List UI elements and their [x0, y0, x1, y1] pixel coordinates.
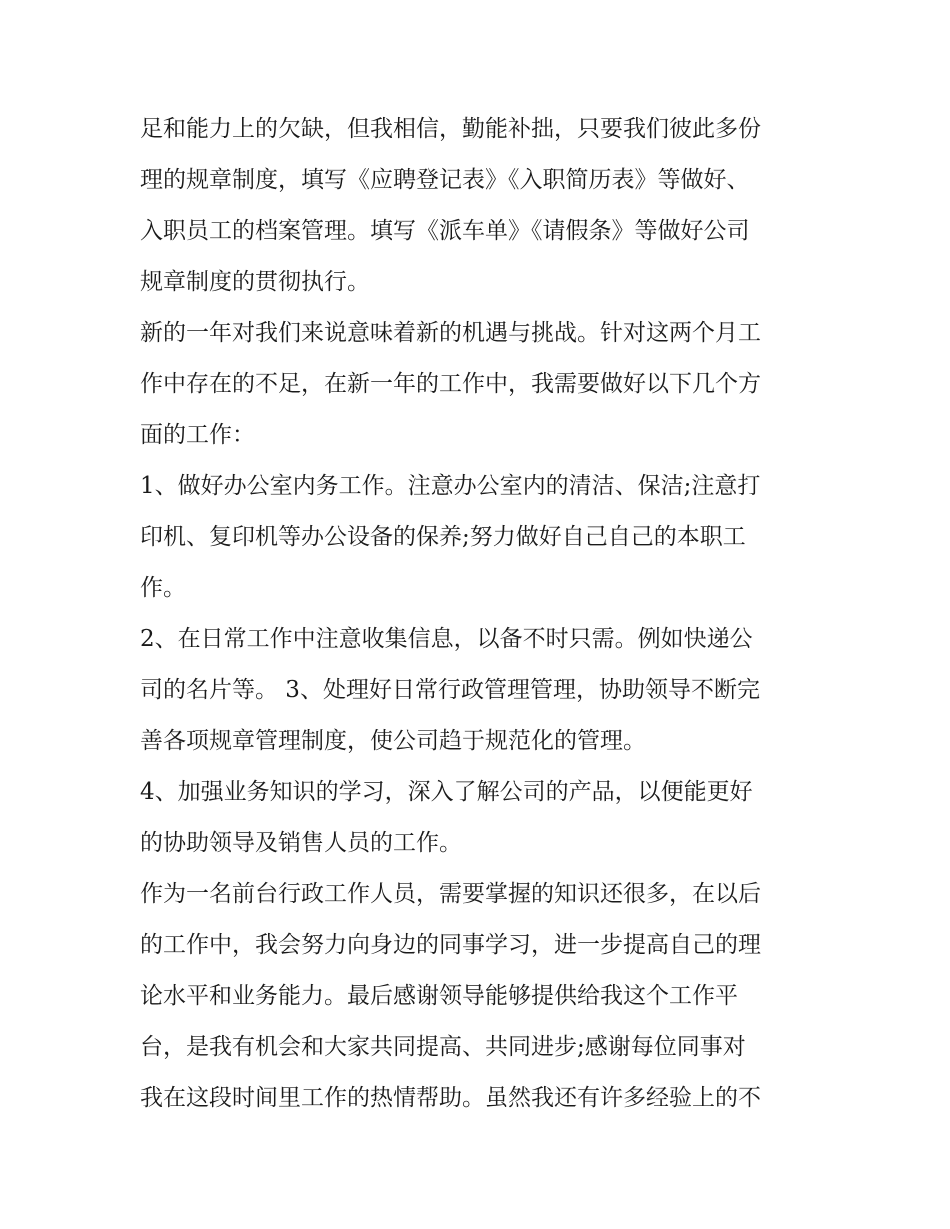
text-line: 台，是我有机会和大家共同提高、共同进步;感谢每位同事对 — [140, 1034, 746, 1060]
body-text — [140, 104, 820, 1124]
text-line: 理的规章制度，填写《应聘登记表》《入职简历表》等做好、 — [140, 167, 750, 193]
text-line: 2、在日常工作中注意收集信息，以备不时只需。例如快递公 — [140, 626, 753, 652]
text-line: 新的一年对我们来说意味着新的机遇与挑战。针对这两个月工 — [140, 320, 761, 346]
text-line: 作为一名前台行政工作人员，需要掌握的知识还很多，在以后 — [140, 881, 761, 907]
text-line: 面的工作： — [140, 422, 255, 448]
text-line: 我在这段时间里工作的热情帮助。虽然我还有许多经验上的不 — [140, 1085, 761, 1111]
text-line: 的工作中，我会努力向身边的同事学习，进一步提高自己的理 — [140, 932, 761, 958]
text-line: 印机、复印机等办公设备的保养;努力做好自己自己的本职工 — [140, 524, 746, 550]
text-line: 规章制度的贯彻执行。 — [140, 269, 370, 295]
text-line: 足和能力上的欠缺，但我相信，勤能补拙，只要我们彼此多份 — [140, 116, 761, 142]
text-line: 4、加强业务知识的学习，深入了解公司的产品，以便能更好 — [140, 779, 753, 805]
text-line: 作。 — [140, 575, 186, 601]
text-line: 1、做好办公室内务工作。注意办公室内的清洁、保洁;注意打 — [140, 473, 761, 499]
text-line: 善各项规章管理制度，使公司趋于规范化的管理。 — [140, 728, 646, 754]
text-line: 论水平和业务能力。最后感谢领导能够提供给我这个工作平 — [140, 983, 738, 1009]
text-line: 司的名片等。 3、处理好日常行政管理管理，协助领导不断完 — [140, 677, 760, 703]
text-line: 作中存在的不足，在新一年的工作中，我需要做好以下几个方 — [140, 371, 761, 397]
text-line: 的协助领导及销售人员的工作。 — [140, 830, 462, 856]
text-line: 入职员工的档案管理。填写《派车单》《请假条》等做好公司 — [140, 218, 750, 244]
